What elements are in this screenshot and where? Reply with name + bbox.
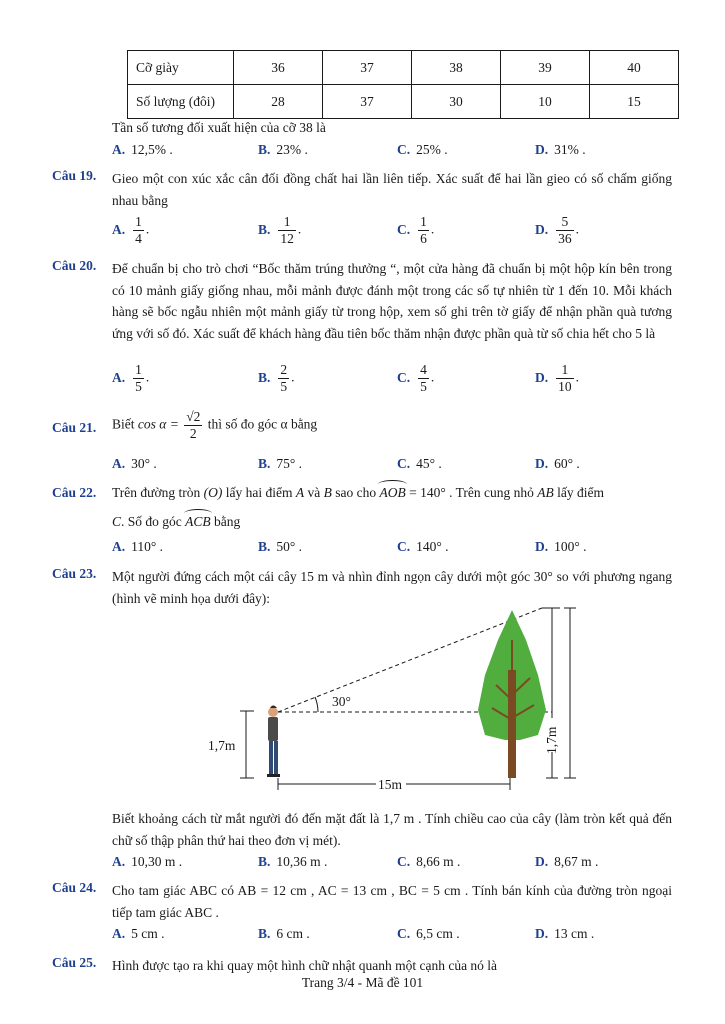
q18-option-c[interactable]: C. 25% . [397, 142, 448, 157]
q21-option-c[interactable]: C. 45° . [397, 456, 442, 471]
q24-option-b[interactable]: B. 6 cm . [258, 926, 310, 941]
q18-option-a[interactable]: A. 12,5% . [112, 142, 173, 157]
q23-option-c[interactable]: C. 8,66 m . [397, 854, 461, 869]
table-header-cell: Số lượng (đôi) [128, 85, 234, 119]
q19-option-c[interactable]: C. $\frac{1}{6}$ . [397, 214, 435, 246]
q21-option-d[interactable]: D. 60° . [535, 456, 580, 471]
q20-option-d[interactable]: D. $\frac{1}{10}$ . [535, 362, 579, 394]
right-height-label: 1,7m [544, 726, 559, 754]
table-cell: 37 [323, 51, 412, 85]
table-cell: 38 [412, 51, 501, 85]
q23-option-b[interactable]: B. 10,36 m . [258, 854, 328, 869]
fraction: $\frac{1}{12}$ [280, 214, 294, 246]
q20-text: Để chuẩn bị cho trò chơi “Bốc thăm trúng thưởng “, một cửa hàng đã chuẩn bị một hộp kín bên trong có 10 mảnh giấy giống nhau, mỗi mảnh được đánh một trong các số tự nhiên từ 1 đến 10. Mỗi khách hàng sẽ bốc ngẫu nhiên một mảnh giấy từ trong hộp, xem số ghi trên tờ giấy để nhận phần quà tương ứng với số đó. Xác suất để khách hàng đầu tiên bốc thăm nhận được phần quà từ số chia hết cho 5 là [112, 261, 672, 341]
q18-option-b[interactable]: B. 23% . [258, 142, 308, 157]
q21-text: Biết cos α = $\frac{√2}{2}$ thì số đo góc α bằng [112, 409, 318, 441]
fraction: $\frac{2}{5}$ [280, 362, 288, 394]
table-cell: 36 [234, 51, 323, 85]
table-cell: 15 [590, 85, 679, 119]
fraction: $\frac{4}{5}$ [420, 362, 427, 394]
q23-number: Câu 23. [52, 566, 97, 581]
q23-option-d[interactable]: D. 8,67 m . [535, 854, 599, 869]
q22-option-a[interactable]: A. 110° . [112, 539, 164, 554]
q24-option-c[interactable]: C. 6,5 cm . [397, 926, 460, 941]
table-cell: 10 [501, 85, 590, 119]
q22-number: Câu 22. [52, 485, 97, 500]
q19-number: Câu 19. [52, 168, 97, 183]
table-header-cell: Cỡ giày [128, 51, 234, 85]
table-cell: 37 [323, 85, 412, 119]
q22-option-c[interactable]: C. 140° . [397, 539, 449, 554]
table-cell: 30 [412, 85, 501, 119]
q21-option-a[interactable]: A. 30° . [112, 456, 157, 471]
fraction: $\frac{1}{5}$ [135, 362, 142, 394]
fraction: $\frac{5}{36}$ [558, 214, 572, 246]
q24-number: Câu 24. [52, 880, 97, 895]
table-row [128, 85, 679, 119]
q23-text: Một người đứng cách một cái cây 15 m và nhìn đỉnh ngọn cây dưới một góc 30° so với phương ngang (hình vẽ minh họa dưới đây): [112, 569, 672, 606]
q19-option-d[interactable]: D. $\frac{5}{36}$ . [535, 214, 579, 246]
q18-text: Tần số tương đối xuất hiện của cỡ 38 là [112, 120, 326, 135]
q20-option-b[interactable]: B. $\frac{2}{5}$ . [258, 362, 295, 394]
fraction: $\frac{1}{10}$ [558, 362, 572, 394]
q21-option-b[interactable]: B. 75° . [258, 456, 303, 471]
fraction: $\frac{1}{6}$ [420, 214, 427, 246]
tree-angle-figure [200, 600, 590, 800]
q19-text: Gieo một con xúc xắc cân đối đồng chất hai lần liên tiếp. Xác suất để hai lần gieo có số chấm giống nhau bằng [112, 171, 672, 208]
distance-label: 15m [378, 777, 403, 792]
q19-option-b[interactable]: B. $\frac{1}{12}$ . [258, 214, 302, 246]
table-cell: 28 [234, 85, 323, 119]
q22-text-line1: Trên đường tròn (O) lấy hai điểm A và B sao cho AOB = 140° . Trên cung nhỏ AB lấy điểm [112, 485, 604, 500]
fraction: $\frac{1}{4}$ [135, 214, 142, 246]
q20-option-a[interactable]: A. $\frac{1}{5}$ . [112, 362, 150, 394]
fraction: $\frac{√2}{2}$ [186, 409, 201, 441]
q20-number: Câu 20. [52, 258, 97, 273]
shoe-size-table [127, 50, 679, 119]
q21-number: Câu 21. [52, 420, 97, 435]
tree-icon [478, 610, 546, 778]
q24-option-a[interactable]: A. 5 cm . [112, 926, 165, 941]
q25-number: Câu 25. [52, 955, 97, 970]
q20-option-c[interactable]: C. $\frac{4}{5}$ . [397, 362, 435, 394]
q22-option-d[interactable]: D. 100° . [535, 539, 587, 554]
q22-option-b[interactable]: B. 50° . [258, 539, 303, 554]
left-height-label: 1,7m [208, 738, 236, 753]
q23-text-2: Biết khoảng cách từ mắt người đó đến mặt đất là 1,7 m . Tính chiều cao của cây (làm tròn kết quả đến chữ số thập phân thứ hai theo đơn vị mét). [112, 811, 672, 848]
person-icon [267, 706, 280, 778]
q24-option-d[interactable]: D. 13 cm . [535, 926, 595, 941]
angle-label: 30° [332, 694, 351, 709]
page-footer: Trang 3/4 - Mã đề 101 [301, 975, 424, 990]
q25-text: Hình được tạo ra khi quay một hình chữ nhật quanh một cạnh của nó là [112, 958, 498, 973]
angle-arc [315, 697, 318, 712]
q24-text: Cho tam giác ABC có AB = 12 cm , AC = 13 cm , BC = 5 cm . Tính bán kính của đường tròn ngoại tiếp tam giác ABC . [112, 883, 672, 920]
q19-option-a[interactable]: A. $\frac{1}{4}$ . [112, 214, 150, 246]
table-cell: 40 [590, 51, 679, 85]
table-cell: 39 [501, 51, 590, 85]
q18-option-d[interactable]: D. 31% . [535, 142, 586, 157]
q22-text-line2: C. Số đo góc ACB bằng [112, 514, 241, 529]
table-row [128, 51, 679, 85]
q23-option-a[interactable]: A. 10,30 m . [112, 854, 183, 869]
